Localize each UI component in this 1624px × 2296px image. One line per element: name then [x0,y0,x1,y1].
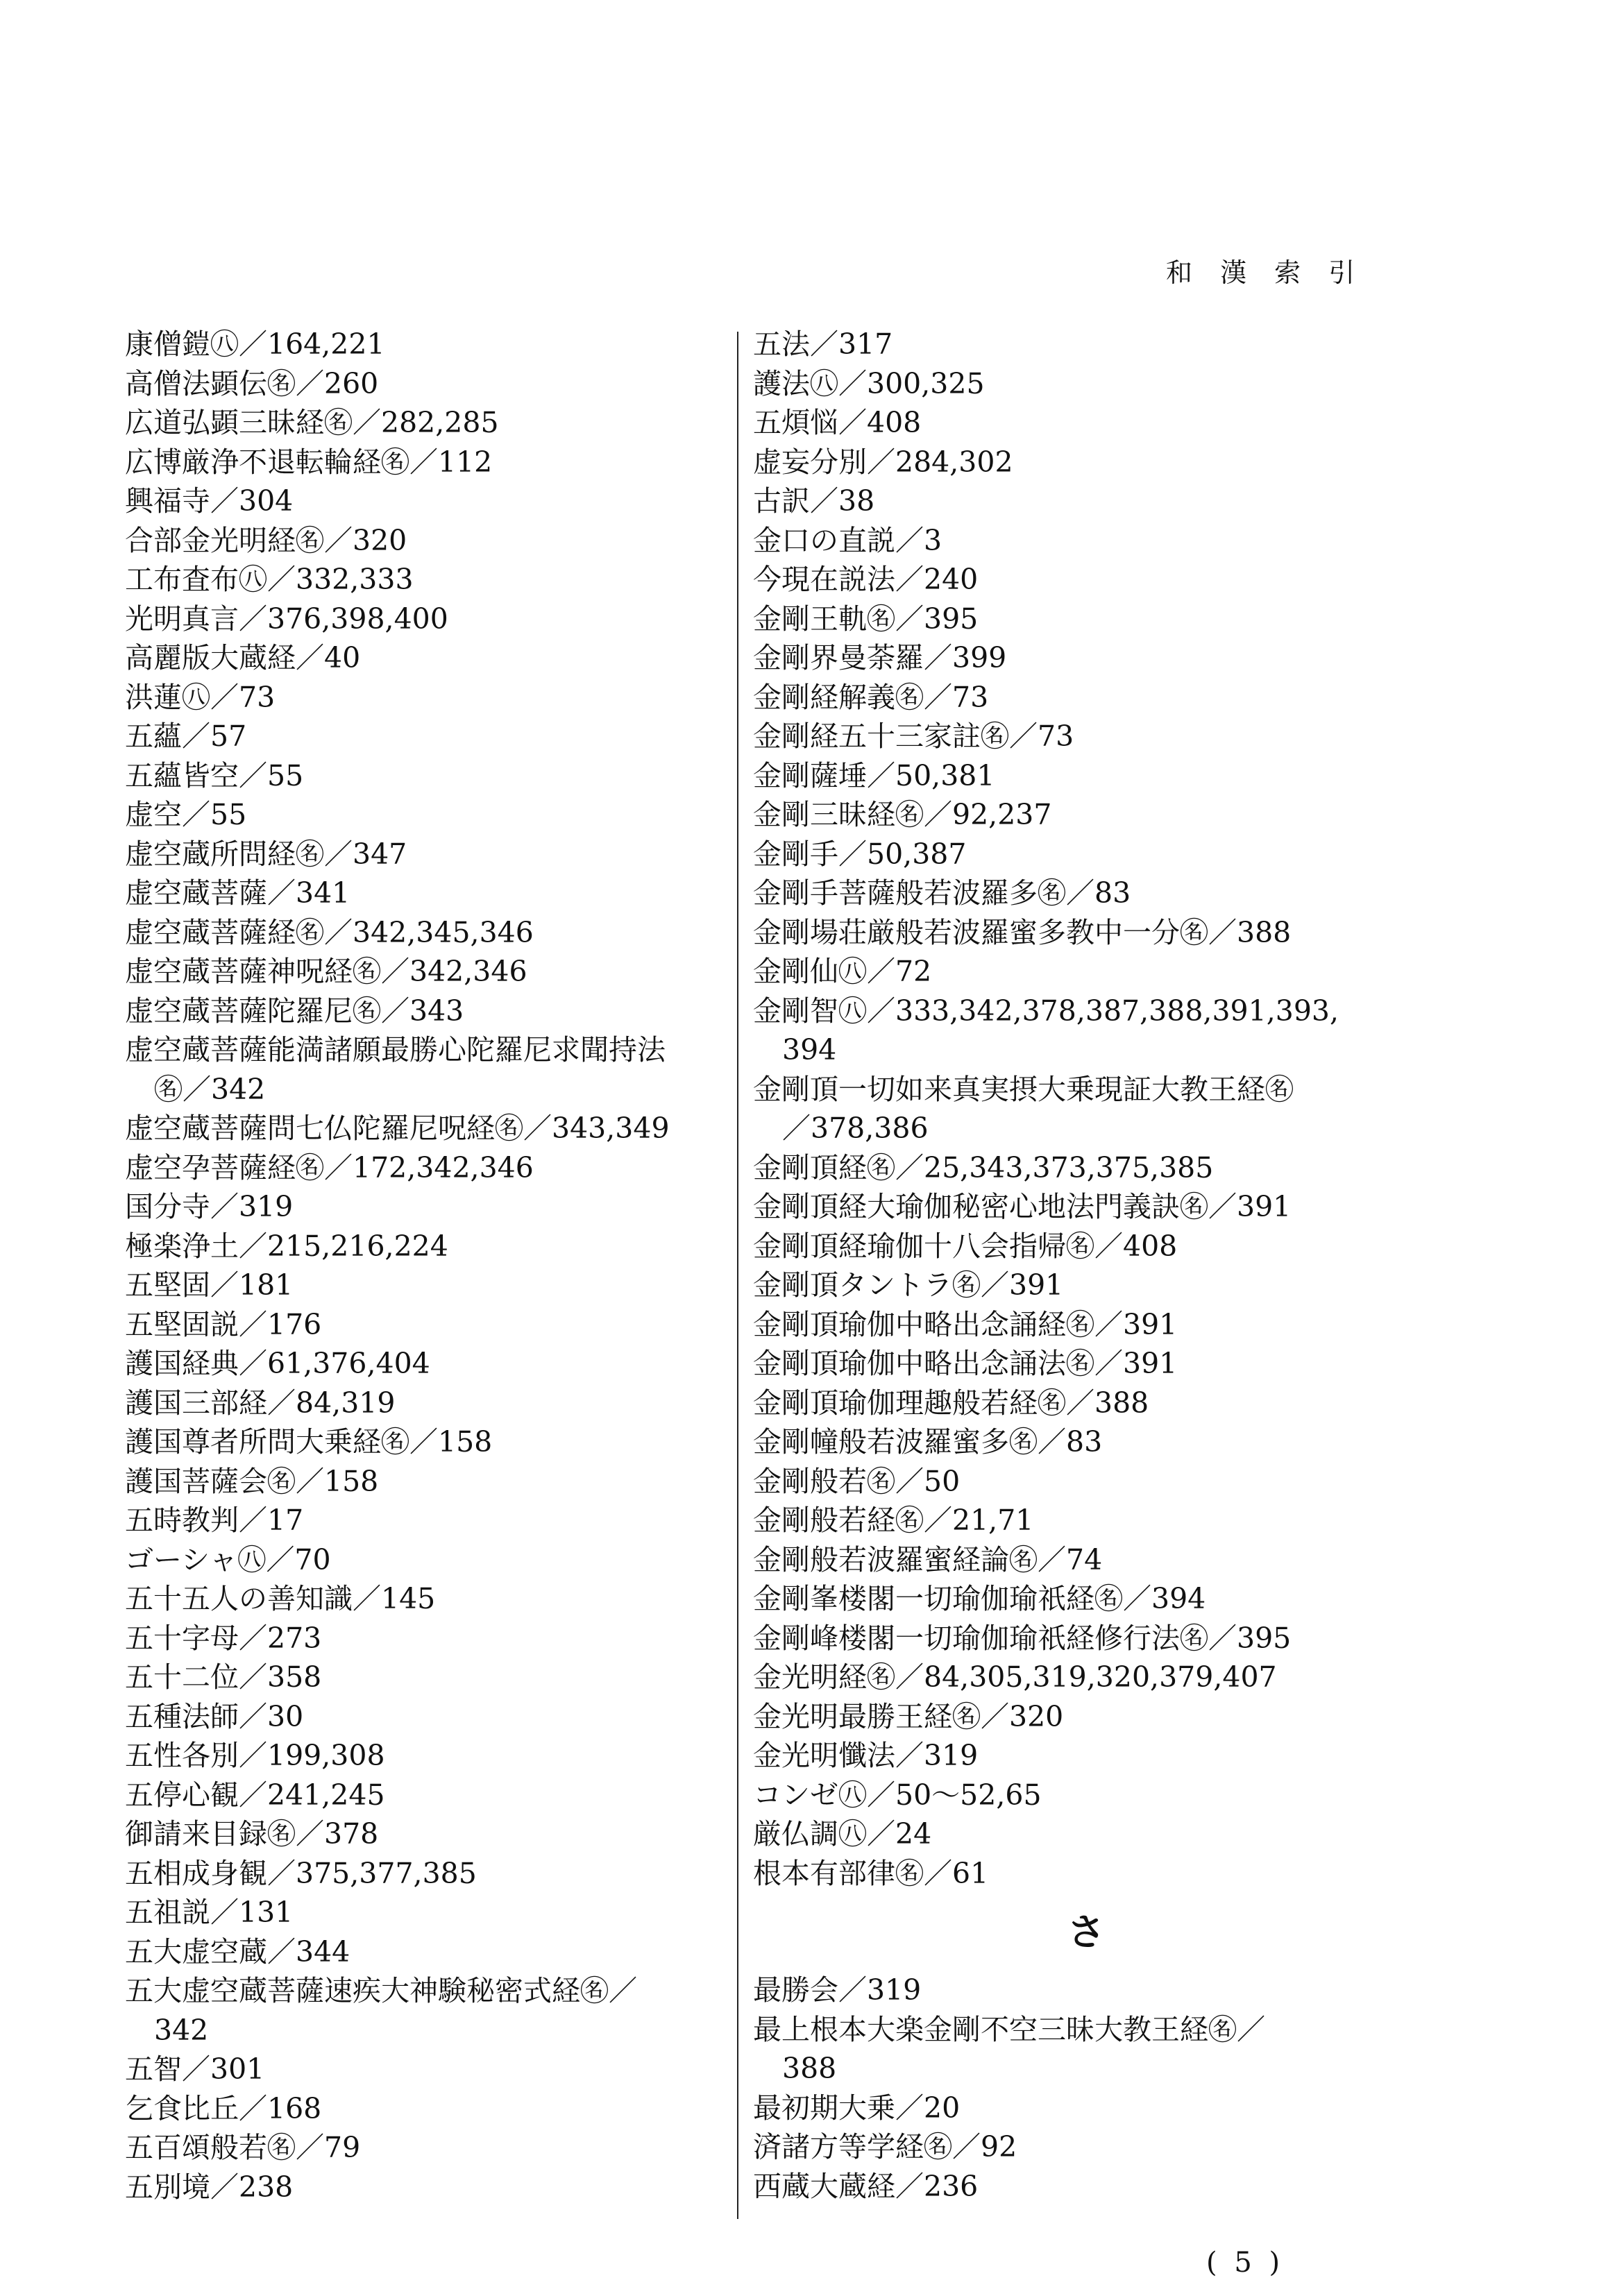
index-entry [125,952,826,992]
index-entry-text: 根本有部律㊔／61 [753,1856,989,1890]
index-entry-text: 五蘊皆空／55 [125,758,304,792]
index-entry-text: 金剛界曼荼羅／399 [753,641,1007,674]
index-entry [125,835,826,874]
index-entry-text: 金剛般若㊔／50 [753,1464,961,1498]
index-entry-text: 金剛頂瑜伽中略出念誦法㊔／391 [753,1347,1178,1380]
index-entry [125,1305,826,1345]
index-entry [753,1776,1447,1815]
index-entry-text: 洪蓮㊇／73 [125,680,276,714]
index-entry-text: 金剛頂瑜伽理趣般若経㊔／388 [753,1386,1149,1420]
index-entry-text: 金剛手菩薩般若波羅多㊔／83 [753,876,1131,910]
index-entry-text: 護国経典／61,376,404 [125,1347,430,1380]
index-entry [753,874,1447,913]
index-entry [753,835,1447,874]
section-heading-sa: さ [1067,1910,1105,1954]
index-entry [753,1344,1447,1384]
index-entry-text: 虚妄分別／284,302 [753,445,1013,479]
index-entry [753,717,1447,756]
index-entry-text: 合部金光明経㊔／320 [125,523,407,557]
index-entry [125,992,826,1031]
index-entry [753,638,1447,678]
index-entry [125,1736,826,1776]
column-divider [737,332,738,2219]
index-column-left [125,325,826,2206]
index-entry-text: 虚空蔵所問経㊔／347 [125,837,407,871]
index-entry [125,1187,826,1227]
index-entry-text: 五百頌般若㊔／79 [125,2131,361,2164]
page-number: ( 5 ) [1206,2247,1285,2279]
index-entry [753,1619,1447,1658]
index-entry-continuation: ㊔／342 [154,1072,266,1106]
index-entry-text: 五十字母／273 [125,1621,322,1655]
index-entry [753,1971,1447,2010]
index-entry-text: 五煩悩／408 [753,406,922,439]
index-entry-text: 五堅固／181 [125,1268,294,1302]
index-entry [125,403,826,443]
index-entry [753,992,1447,1070]
index-entry-text: 乞食比丘／168 [125,2091,322,2125]
index-entry-text: 金剛般若波羅蜜経論㊔／74 [753,1542,1103,1576]
index-entry [753,325,1447,364]
index-entry [125,1462,826,1502]
index-entry [753,1697,1447,1737]
index-entry [753,1266,1447,1305]
index-entry [753,952,1447,992]
index-entry-continuation: ／378,386 [782,1112,929,1145]
index-entry [753,599,1447,639]
index-entry-text: 五大虚空蔵／344 [125,1934,350,1968]
index-entry [753,1384,1447,1423]
index-entry [125,1658,826,1697]
index-entry-text: 護国尊者所問大乗経㊔／158 [125,1425,493,1459]
index-entry [125,1030,826,1109]
index-entry [125,1540,826,1580]
index-entry-text: 五法／317 [753,328,893,361]
index-entry [753,403,1447,443]
index-entry [753,2127,1447,2167]
index-entry-text: 五種法師／30 [125,1699,304,1733]
index-entry [125,2168,826,2207]
index-entry [753,1305,1447,1345]
index-entry-text: 五停心観／241,245 [125,1778,385,1812]
index-entry-text: 虚空蔵菩薩神呪経㊔／342,346 [125,955,527,988]
index-entry-text: 高僧法顕伝㊔／260 [125,366,379,400]
index-entry-text: 金剛幢般若波羅蜜多㊔／83 [753,1425,1103,1459]
index-entry-text: 金光明最勝王経㊔／320 [753,1699,1064,1733]
index-entry [753,443,1447,482]
index-entry-text: 金剛頂瑜伽中略出念誦経㊔／391 [753,1307,1178,1341]
index-entry [125,2128,826,2168]
index-entry-text: 五十二位／358 [125,1660,322,1694]
index-entry [125,482,826,521]
index-entry-text: 広道弘顕三昧経㊔／282,285 [125,406,499,439]
index-entry-text: 金剛峰楼閣一切瑜伽瑜祇経修行法㊔／395 [753,1621,1292,1655]
index-entry-text: 康僧鎧㊇／164,221 [125,328,385,361]
index-entry-text: 五別境／238 [125,2170,294,2204]
index-entry [753,2010,1447,2089]
index-entry-text: 最初期大乗／20 [753,2091,961,2125]
index-entry [753,521,1447,561]
index-entry [753,1540,1447,1580]
index-entry [753,1148,1447,1188]
index-entry-text: 工布査布㊇／332,333 [125,563,414,596]
index-entry [125,1579,826,1619]
index-entry [125,1384,826,1423]
index-entry-text: 金光明経㊔／84,305,319,320,379,407 [753,1660,1277,1694]
index-entry-text: 西蔵大蔵経／236 [753,2169,979,2203]
index-entry-text: 金口の直説／3 [753,523,942,557]
index-entry-text: 虚空孕菩薩経㊔／172,342,346 [125,1150,534,1184]
index-entry-continuation: 388 [782,2052,837,2085]
index-entry [125,2050,826,2089]
index-entry-text: 金剛仙㊇／72 [753,955,932,988]
index-entry-text: 広博厳浄不退転輪経㊔／112 [125,445,493,479]
index-entry [753,1736,1447,1776]
index-entry [125,1227,826,1266]
index-entry [125,560,826,599]
index-entry [125,325,826,364]
index-entry [125,1501,826,1540]
index-entry-text: 金剛頂タントラ㊔／391 [753,1268,1064,1302]
index-entry-text: 金剛三昧経㊔／92,237 [753,798,1052,831]
index-entry [753,1187,1447,1227]
index-entry [753,1422,1447,1462]
index-entry [125,1344,826,1384]
index-entry-text: 御請来目録㊔／378 [125,1817,379,1851]
index-entry [125,599,826,639]
index-entry-text: 興福寺／304 [125,484,294,518]
index-entry [753,678,1447,717]
index-entry [753,1854,1447,1894]
index-entry [125,1422,826,1462]
index-entry [125,1814,826,1854]
index-entry-text: 五蘊／57 [125,720,247,753]
index-entry [125,1932,826,1972]
index-entry [125,874,826,913]
index-entry-text: 五時教判／17 [125,1504,304,1537]
index-entry [125,717,826,756]
index-entry [125,638,826,678]
index-entry-text: 五大虚空蔵菩薩速疾大神験秘密式経㊔／ [125,1974,637,2007]
index-entry-text: 厳仏調㊇／24 [753,1817,932,1851]
index-entry [753,560,1447,599]
index-entry [125,795,826,835]
index-entry-text: 五相成身観／375,377,385 [125,1856,477,1890]
index-entry-text: 金剛薩埵／50,381 [753,758,995,792]
index-entry-text: 虚空蔵菩薩陀羅尼㊔／343 [125,994,464,1028]
index-entry [753,2089,1447,2128]
index-entry [125,1776,826,1815]
index-entry [753,1462,1447,1502]
index-entry [753,756,1447,796]
index-entry [125,1266,826,1305]
index-entry-text: 虚空／55 [125,798,247,831]
index-entry [125,1148,826,1188]
index-entry [125,443,826,482]
index-column-right [753,325,1447,2206]
index-entry [753,1070,1447,1148]
index-entry [753,1501,1447,1540]
index-entry-text: 虚空蔵菩薩能満諸願最勝心陀羅尼求聞持法 [125,1033,666,1066]
index-entry [753,1579,1447,1619]
index-entry-text: 護国菩薩会㊔／158 [125,1464,379,1498]
index-entry [125,1619,826,1658]
index-entry [125,1109,826,1148]
index-entry-text: 金剛智㊇／333,342,378,387,388,391,393, [753,994,1339,1028]
index-entry-text: 国分寺／319 [125,1190,294,1223]
index-entry-text: ゴーシャ㊇／70 [125,1542,331,1576]
index-entry-text: 五祖説／131 [125,1896,294,1929]
index-entry [125,1854,826,1894]
index-entry [753,2167,1447,2206]
index-entry-text: 光明真言／376,398,400 [125,602,448,636]
index-entry-text: 金剛頂経瑜伽十八会指帰㊔／408 [753,1229,1178,1263]
index-entry-text: 高麗版大蔵経／40 [125,641,361,674]
index-entry-text: 金剛手／50,387 [753,837,967,871]
index-entry [125,364,826,404]
index-entry-continuation: 342 [154,2013,209,2047]
index-entry [125,1971,826,2050]
index-entry-text: 虚空蔵菩薩経㊔／342,345,346 [125,915,534,949]
index-entry-text: 金剛峯楼閣一切瑜伽瑜祇経㊔／394 [753,1582,1206,1615]
index-entry-text: 五十五人の善知識／145 [125,1582,436,1615]
index-entry-text: 極楽浄土／215,216,224 [125,1229,448,1263]
index-entry-text: 最勝会／319 [753,1973,922,2007]
index-entry-text: 五堅固説／176 [125,1307,322,1341]
index-entry-text: 金光明懺法／319 [753,1739,979,1772]
index-entry-text: 済諸方等学経㊔／92 [753,2130,1017,2163]
index-entry [125,1697,826,1737]
index-entry-text: 今現在説法／240 [753,563,979,596]
index-entry [753,1658,1447,1697]
index-entry-text: 金剛場荘厳般若波羅蜜多教中一分㊔／388 [753,915,1292,949]
index-entry [753,1814,1447,1854]
index-entry [125,913,826,953]
index-entry [125,678,826,717]
index-entry-text: 護国三部経／84,319 [125,1386,396,1420]
index-entry-text: 金剛頂経㊔／25,343,373,375,385 [753,1150,1214,1184]
index-entry [753,795,1447,835]
index-entry-text: 金剛頂一切如来真実摂大乗現証大教王経㊔ [753,1072,1294,1106]
index-entry-text: 金剛経解義㊔／73 [753,680,989,714]
index-entry-text: 金剛頂経大瑜伽秘密心地法門義訣㊔／391 [753,1190,1292,1223]
index-entry-text: 護法㊇／300,325 [753,366,985,400]
index-entry-text: 金剛経五十三家註㊔／73 [753,720,1074,753]
index-entry-text: 金剛般若経㊔／21,71 [753,1504,1034,1537]
index-entry-text: 虚空蔵菩薩／341 [125,876,350,910]
index-entry [753,913,1447,953]
index-entry-text: 最上根本大楽金剛不空三昧大教王経㊔／ [753,2012,1265,2046]
index-entry-text: 五智／301 [125,2052,265,2086]
index-entry-text: 虚空蔵菩薩問七仏陀羅尼呪経㊔／343,349 [125,1112,670,1145]
index-entry [125,756,826,796]
index-entry-text: コンゼ㊇／50～52,65 [753,1778,1042,1812]
index-entry [753,1227,1447,1266]
index-entry [753,364,1447,404]
index-entry [125,521,826,561]
index-entry-continuation: 394 [782,1033,837,1066]
index-entry-text: 金剛王軌㊔／395 [753,602,979,636]
index-entry [125,1893,826,1932]
index-entry-text: 五性各別／199,308 [125,1739,385,1772]
running-header: 和 漢 索 引 [1166,257,1365,288]
index-entry-text: 古訳／38 [753,484,875,518]
index-entry [125,2089,826,2129]
index-entry [753,482,1447,521]
